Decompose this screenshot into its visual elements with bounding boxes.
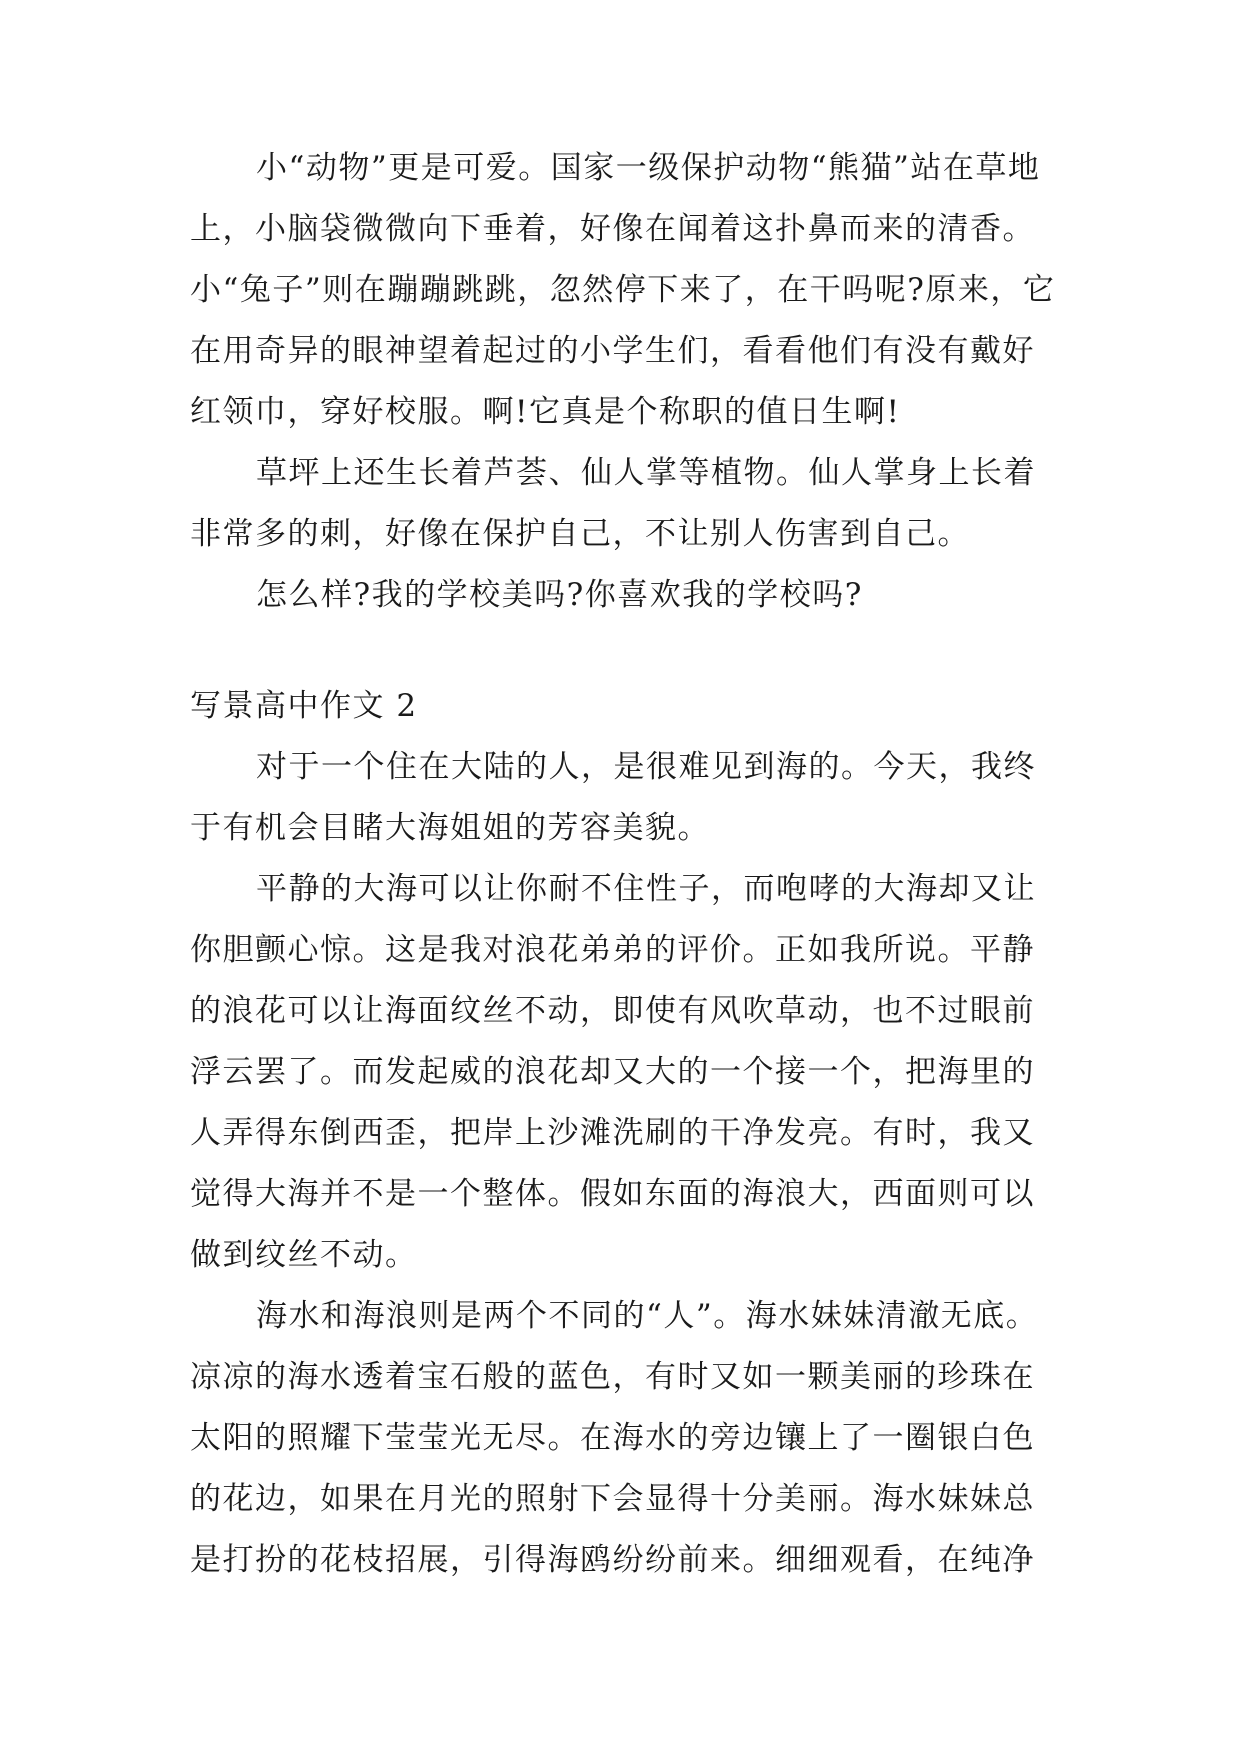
paragraph-plants: 草坪上还生长着芦荟、仙人掌等植物。仙人掌身上长着非常多的刺，好像在保护自己，不让别人伤害到自己。 [190,455,1036,552]
section-gap [190,626,1060,676]
paragraph-waves: 平静的大海可以让你耐不住性子，而咆哮的大海却又让你胆颤心惊。这是我对浪花弟弟的评价。正如我所说。平静的浪花可以让海面纹丝不动，即使有风吹草动，也不过眼前浮云罢了。而发起威的浪花却又大的一个接一个，把海里的人弄得东倒西歪，把岸上沙滩洗刷的干净发亮。有时，我又觉得大海并不是一个整体。假如东面的海浪大，西面则可以做到纹丝不动。 [190,871,1036,1273]
essay-title: 写景高中作文 2 [190,688,418,724]
paragraph-question: 怎么样?我的学校美吗?你喜欢我的学校吗? [256,577,863,613]
essay-body [190,138,1060,1591]
paragraph-animals: 小“动物”更是可爱。国家一级保护动物“熊猫”站在草地上，小脑袋微微向下垂着，好像在闻着这扑鼻而来的清香。小“兔子”则在蹦蹦跳跳，忽然停下来了，在干吗呢?原来，它在用奇异的眼神望着起过的小学生们，看看他们有没有戴好红领巾，穿好校服。啊!它真是个称职的值日生啊! [190,150,1056,430]
paragraph-intro: 对于一个住在大陆的人，是很难见到海的。今天，我终于有机会目睹大海姐姐的芳容美貌。 [190,749,1036,846]
paragraph-seawater: 海水和海浪则是两个不同的“人”。海水妹妹清澈无底。凉凉的海水透着宝石般的蓝色，有时又如一颗美丽的珍珠在太阳的照耀下莹莹光无尽。在海水的旁边镶上了一圈银白色的花边，如果在月光的照射下会显得十分美丽。海水妹妹总是打扮的花枝招展，引得海鸥纷纷前来。细细观看，在纯净 [190,1298,1039,1578]
